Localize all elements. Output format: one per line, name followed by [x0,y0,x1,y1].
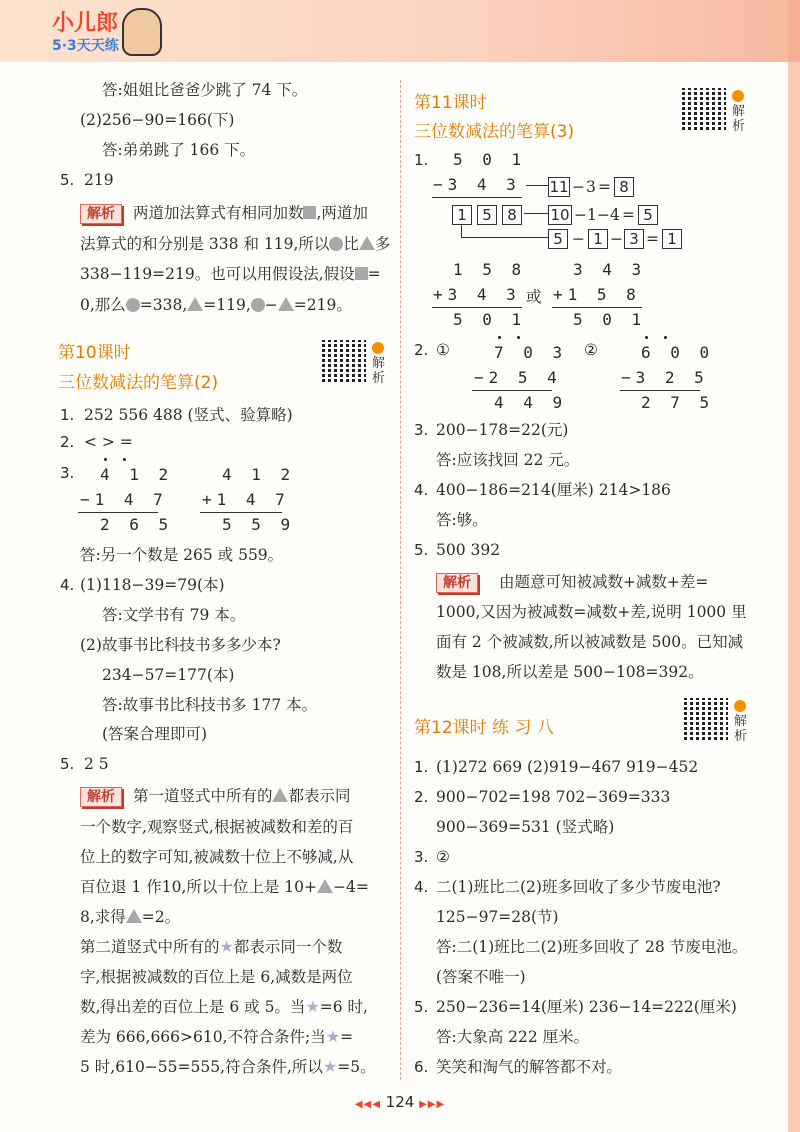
answer-line: 答:二(1)班比二(2)班多回收了 28 节废电池。 [436,938,748,956]
number-box: 1 [662,229,682,249]
calc-line: 125−97=28(节) [436,908,559,926]
explain-line: 0,那么 =338, =119, − =219。 [80,296,352,314]
q-number: 5. [414,541,429,559]
triangle-icon [187,297,203,311]
explain-line: 第二道竖式中所有的★都表示同一个数 [80,937,343,956]
calc-line: 250−236=14(厘米) 236−14=222(厘米) [436,998,737,1016]
vcalc-line [620,390,700,391]
answer: 笑笑和淘气的解答都不对。 [436,1058,623,1076]
q-number: 6. [414,1058,429,1076]
right-edge-stripe [788,0,800,1132]
number-box: 8 [502,205,522,225]
vcalc-row: +1 4 7 [202,490,290,509]
answer: < > = [84,433,133,451]
borrow-dot [104,458,107,461]
calc-line: (2)256−90=166(下) [80,111,235,129]
calc-line: 200−178=22(元) [436,421,569,439]
question-line: (2)故事书比科技书多多少本? [80,636,281,654]
vcalc-row: 4 4 9 [494,393,568,412]
star-icon: ★ [219,937,234,956]
star-icon: ★ [322,1057,338,1076]
lesson-title: 三位数减法的笔算(2) [58,373,219,393]
vcalc-line [432,197,522,198]
vcalc-row: 4 1 2 [222,465,296,484]
star-icon: ★ [325,1027,341,1046]
explain-line: 差为 666,666>610,不符合条件;当★= [80,1027,354,1046]
borrow-dot [664,336,667,339]
vcalc-line [432,307,522,308]
explain-line: 位上的数字可知,被减数十位上不够减,从 [80,848,354,866]
square-icon [303,206,316,219]
q-number: 3. [414,421,429,439]
answer-line: 答:够。 [436,511,488,529]
vcalc-row: 1 5 8 [453,260,527,279]
vcalc-row: 4 1 2 [100,465,174,484]
borrow-dot [498,336,501,339]
number-box: 1 [452,205,472,225]
answer: ② [436,848,450,866]
answer-line: 答:姐姐比爸爸少跳了 74 下。 [102,81,308,99]
answer-line: 答:应该找回 22 元。 [436,451,580,469]
q-number: 1. [414,151,429,169]
borrow-dot [123,458,126,461]
calc-line: (1)118−39=79(本) [80,576,225,594]
explain-line: 数是 108,所以差是 500−108=392。 [436,663,704,681]
number-box: 5 [477,205,497,225]
answer: (1)272 669 (2)919−467 919−452 [436,758,699,776]
vcalc-line [552,307,642,308]
vcalc-row: 5 0 1 [453,150,527,169]
or-label: 或 [526,288,542,306]
explain-line: 8,求得 =2。 [80,908,181,926]
vcalc-row: −2 5 4 [474,368,562,387]
qr-label: 解析 [732,104,746,134]
explain-tag: 解析 [436,573,478,593]
vcalc-line [78,512,158,513]
next-arrows-icon: ▶▶▶ [419,1099,446,1110]
vcalc-row: −1 4 7 [80,490,168,509]
choice-marker: ① [436,341,450,359]
answer-line: 答:大象高 222 厘米。 [436,1028,590,1046]
qr-label: 解析 [734,714,748,744]
explain-line: 法算式的和分别是 338 和 119,所以 比 多 [80,235,391,253]
star-icon: ★ [305,997,320,1016]
note-line: (答案不唯一) [436,968,526,986]
vcalc-row: −3 4 3 [433,175,521,194]
explain-line: 1000,又因为被减数=减数+差,说明 1000 里 [436,603,747,621]
number-box: 10 [548,205,572,225]
circle-icon [126,298,140,312]
explain-line: 一个数字,观察竖式,根据被减数和差的百 [80,818,354,836]
square-icon [355,267,368,280]
note-line: (答案合理即可) [102,725,208,743]
vcalc-row: 2 7 5 [641,393,715,412]
calc-line: 234−57=177(本) [102,666,235,684]
vcalc-row: 3 4 3 [573,260,647,279]
triangle-icon [272,788,288,802]
vcalc-line [200,512,282,513]
answer-line: 答:故事书比科技书多 177 本。 [102,696,318,714]
q-number: 5. [60,171,75,189]
qr-code-icon[interactable] [684,698,728,742]
circle-icon [251,298,265,312]
vcalc-row: 5 5 9 [222,515,296,534]
number-box: 11 [549,178,569,196]
header-band [0,0,800,62]
answer-line: 答:文学书有 79 本。 [102,606,246,624]
number-box: 8 [614,177,634,197]
qr-label: 解析 [372,356,386,386]
explain-tag: 解析 [80,204,122,224]
triangle-icon [317,879,333,893]
explain-line: 百位退 1 作10,所以十位上是 10+ −4= [80,878,369,896]
lesson-title: 三位数减法的笔算(3) [414,122,575,142]
answer-line: 答:弟弟跳了 166 下。 [102,141,256,159]
lesson-heading: 第11课时 [414,93,487,113]
vcalc-row: +3 4 3 [433,285,521,304]
question-line: 二(1)班比二(2)班多回收了多少节废电池? [436,878,721,896]
q-number: 3. [414,848,429,866]
explain-line: 5 时,610−55=555,符合条件,所以★=5。 [80,1057,376,1076]
q-number: 2. [60,433,75,451]
vcalc-row: 2 6 5 [100,515,174,534]
q-number: 2. [414,788,429,806]
q-number: 5. [414,998,429,1016]
page-footer [340,1093,460,1111]
explain-line: 解析 两道加法算式有相同加数 ,两道加 [80,203,368,224]
explain-line: 面有 2 个被减数,所以被减数是 500。已知减 [436,633,744,651]
q-number: 5. [60,755,75,773]
borrow-dot [517,336,520,339]
mascot-icon [122,8,162,56]
q-number: 3. [60,464,75,482]
answer-line: 答:另一个数是 265 或 559。 [80,546,284,564]
triangle-icon [126,909,142,923]
lesson-heading: 第12课时 练 习 八 [414,718,554,738]
triangle-icon [278,297,294,311]
logo-sub: 5·3天天练 [52,38,119,54]
calc-line: 400−186=214(厘米) 214>186 [436,481,671,499]
answer: 219 [84,171,114,189]
play-icon [734,700,746,712]
circle-icon [329,237,343,251]
lesson-heading: 第10课时 [58,343,131,363]
vcalc-row: 6 0 0 [641,343,715,362]
q-number: 4. [414,878,429,896]
page-number: 124 [385,1093,415,1111]
choice-marker: ② [584,341,598,359]
number-box: 5 [548,229,568,249]
explain-line: 解析 第一道竖式中所有的 都表示同 [80,786,350,807]
vcalc-row: 7 0 3 [494,343,568,362]
explain-line: 解析 由题意可知被减数+减数+差= [436,572,708,593]
borrow-dot [645,336,648,339]
triangle-icon [359,236,375,250]
qr-code-icon[interactable] [322,340,366,384]
play-icon [372,342,384,354]
answer: 500 392 [436,541,501,559]
explain-line: 数,得出差的百位上是 6 或 5。当★=6 时, [80,997,368,1016]
q-number: 1. [414,758,429,776]
q-number: 2. [414,341,429,359]
vcalc-row: 5 0 1 [573,310,647,329]
calc-line: 900−702=198 702−369=333 [436,788,671,806]
qr-code-icon[interactable] [682,88,726,132]
vcalc-row: −3 2 5 [621,368,709,387]
vcalc-row: 5 0 1 [453,310,527,329]
q-number: 1. [60,406,75,424]
explain-line: 338−119=219。也可以用假设法,假设 = [80,265,381,283]
number-box: 1 [588,229,608,249]
answer: 252 556 488 (竖式、验算略) [84,406,293,424]
vcalc-line [472,390,552,391]
calc-line: 900−369=531 (竖式略) [436,818,615,836]
answer: 2 5 [84,755,109,773]
explain-tag: 解析 [80,787,122,807]
vcalc-row: +1 5 8 [553,285,641,304]
number-box: 3 [624,229,644,249]
play-icon [732,90,744,102]
explain-line: 字,根据被减数的百位上是 6,减数是两位 [80,968,353,986]
column-divider [400,80,401,1080]
q-number: 4. [414,481,429,499]
q-number: 4. [60,576,75,594]
number-box: 5 [638,205,658,225]
prev-arrows-icon: ◀◀◀ [354,1099,381,1110]
logo-main: 小儿郎 [52,11,119,36]
logo [52,6,119,55]
